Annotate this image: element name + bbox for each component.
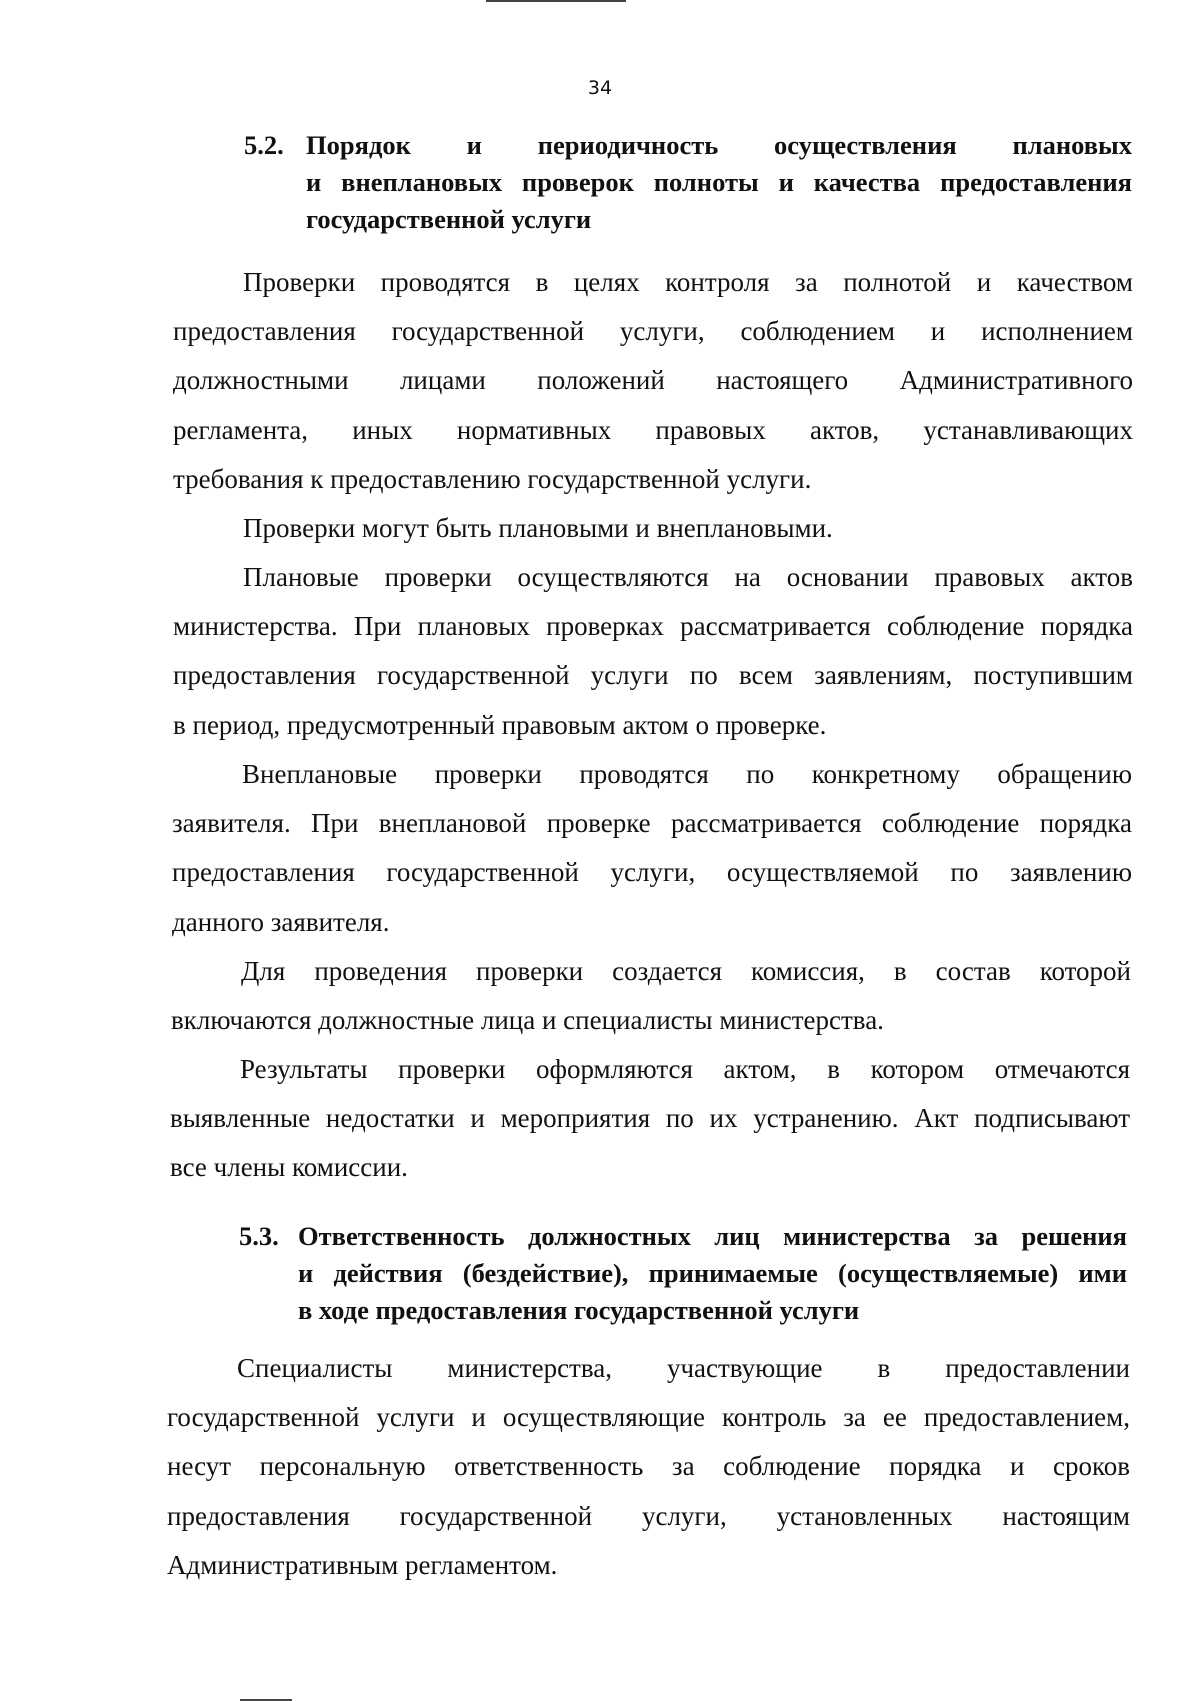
text-line: заявителя. При внеплановой проверке рассматривается соблюдение порядка	[172, 808, 1132, 839]
paragraph	[173, 553, 1133, 750]
text-line: включаются должностные лица и специалисты министерства.	[171, 1005, 884, 1036]
text-line: государственной услуги и осуществляющие контроль за ее предоставлением,	[167, 1402, 1130, 1433]
paragraph	[173, 258, 1133, 504]
heading-line: Порядок и периодичность осуществления плановых	[306, 130, 1132, 160]
section-number: 5.3.	[239, 1221, 279, 1251]
text-line: выявленные недостатки и мероприятия по их устранению. Акт подписывают	[170, 1103, 1130, 1134]
text-line: Внеплановые проверки проводятся по конкретному обращению	[242, 759, 1132, 789]
paragraph	[170, 1045, 1130, 1193]
text-line: несут персональную ответственность за соблюдение порядка и сроков	[167, 1451, 1130, 1482]
text-line: должностными лицами положений настоящего Административного	[173, 365, 1133, 396]
paragraph	[173, 504, 1133, 553]
text-line: министерства. При плановых проверках рассматривается соблюдение порядка	[173, 611, 1133, 642]
text-line: Результаты проверки оформляются актом, в котором отмечаются	[240, 1054, 1130, 1084]
text-line: Для проведения проверки создается комиссия, в состав которой	[241, 956, 1131, 986]
paragraph	[171, 947, 1131, 1045]
heading-line: и действия (бездействие), принимаемые (осуществляемые) ими	[298, 1258, 1127, 1288]
section-5-3-heading	[239, 1218, 1127, 1329]
heading-line: и внеплановых проверок полноты и качества предоставления	[306, 167, 1132, 197]
section-number: 5.2.	[244, 130, 284, 160]
text-line: в период, предусмотренный правовым актом о проверке.	[173, 709, 827, 740]
section-5-2-heading	[244, 127, 1132, 238]
text-line: Проверки проводятся в целях контроля за полнотой и качеством	[243, 267, 1133, 297]
paragraph	[167, 1344, 1130, 1590]
text-line: Специалисты министерства, участвующие в предоставлении	[237, 1353, 1130, 1383]
heading-line: Ответственность должностных лиц министерства за решения	[298, 1221, 1127, 1251]
text-line: данного заявителя.	[172, 906, 390, 937]
paragraph	[172, 750, 1132, 947]
text-line: предоставления государственной услуги, соблюдением и исполнением	[173, 316, 1133, 347]
text-line: предоставления государственной услуги, установленных настоящим	[167, 1500, 1130, 1531]
text-line: Административным регламентом.	[167, 1549, 558, 1580]
page-number: 34	[587, 77, 613, 99]
text-line: Проверки могут быть плановыми и внеплановыми.	[243, 513, 833, 543]
text-line: предоставления государственной услуги по всем заявлениям, поступившим	[173, 660, 1133, 691]
text-line: требования к предоставлению государственной услуги.	[173, 463, 812, 494]
text-line: регламента, иных нормативных правовых актов, устанавливающих	[173, 414, 1133, 445]
text-line: Плановые проверки осуществляются на основании правовых актов	[243, 562, 1133, 592]
heading-line: государственной услуги	[306, 204, 592, 234]
heading-line: в ходе предоставления государственной услуги	[298, 1295, 860, 1325]
text-line: предоставления государственной услуги, осуществляемой по заявлению	[172, 857, 1132, 888]
scan-artifact-top	[486, 0, 626, 2]
text-line: все члены комиссии.	[170, 1152, 408, 1183]
